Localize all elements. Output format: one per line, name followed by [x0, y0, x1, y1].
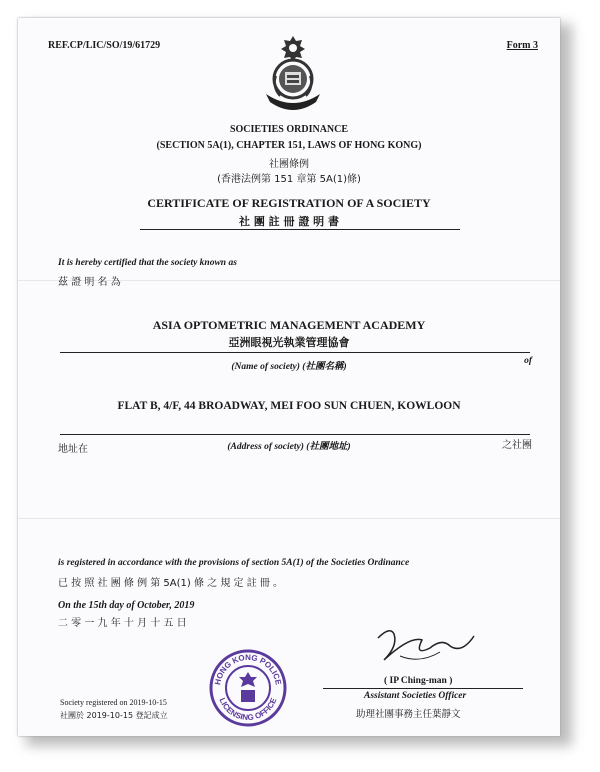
certificate-title-en: CERTIFICATE OF REGISTRATION OF A SOCIETY [147, 196, 431, 210]
signatory-name: ( IP Ching-man ) [384, 676, 453, 686]
fold-line [18, 518, 560, 519]
of-label: of [524, 356, 532, 366]
signature-line [323, 688, 523, 689]
stamp-top-text: HONG KONG POLICE [213, 652, 283, 686]
ordinance-section-en: (SECTION 5A(1), CHAPTER 151, LAWS OF HONG KONG) [156, 140, 422, 151]
certificate-title-zh: 社 團 註 冊 證 明 書 [239, 215, 339, 228]
name-underline [60, 352, 530, 353]
registered-text-en: is registered in accordance with the provisions of section 5A(1) of the Societies Ordinance [58, 558, 410, 568]
reference-number: REF.CP/LIC/SO/19/61729 [48, 40, 161, 51]
ordinance-title-en: SOCIETIES ORDINANCE [229, 124, 349, 135]
society-name-zh: 亞洲眼視光執業管理協會 [228, 336, 350, 349]
handwritten-signature [370, 616, 480, 676]
registered-text-zh: 已 按 照 社 團 條 例 第 5A(1) 條 之 規 定 註 冊 。 [58, 578, 284, 589]
society-address-caption: (Address of society) (社團地址) [227, 442, 351, 452]
signatory-title-en: Assistant Societies Officer [364, 691, 467, 701]
police-emblem-icon [258, 32, 328, 122]
date-text-zh: 二 零 一 九 年 十 月 十 五 日 [58, 618, 187, 629]
registered-on-en: Society registered on 2019-10-15 [60, 698, 167, 707]
address-suffix-zh: 之社團 [502, 440, 532, 451]
society-name-en: ASIA OPTOMETRIC MANAGEMENT ACADEMY [152, 318, 426, 332]
society-address-en: FLAT B, 4/F, 44 BROADWAY, MEI FOO SUN CHUEN, KOWLOON [117, 400, 461, 412]
signatory-title-zh: 助理社團事務主任葉靜文 [356, 709, 461, 720]
society-name-caption: (Name of society) (社團名稱) [231, 362, 347, 372]
date-text-en: On the 15th day of October, 2019 [58, 600, 195, 611]
certify-text-zh: 茲 證 明 名 為 [58, 277, 121, 288]
certify-text-en: It is hereby certified that the society known as [58, 258, 237, 268]
certificate-document [18, 18, 560, 736]
title-underline [140, 229, 460, 230]
ordinance-section-zh: (香港法例第 151 章第 5A(1)條) [217, 174, 361, 185]
address-prefix-zh: 地址在 [58, 444, 88, 455]
police-stamp-icon [208, 648, 288, 728]
registered-on-zh: 社團於 2019-10-15 登記成立 [60, 711, 168, 720]
address-underline [60, 434, 530, 435]
form-number: Form 3 [506, 40, 538, 51]
stamp-bottom-text: LICENSING OFFICE [217, 696, 279, 723]
ordinance-title-zh: 社團條例 [269, 159, 309, 170]
